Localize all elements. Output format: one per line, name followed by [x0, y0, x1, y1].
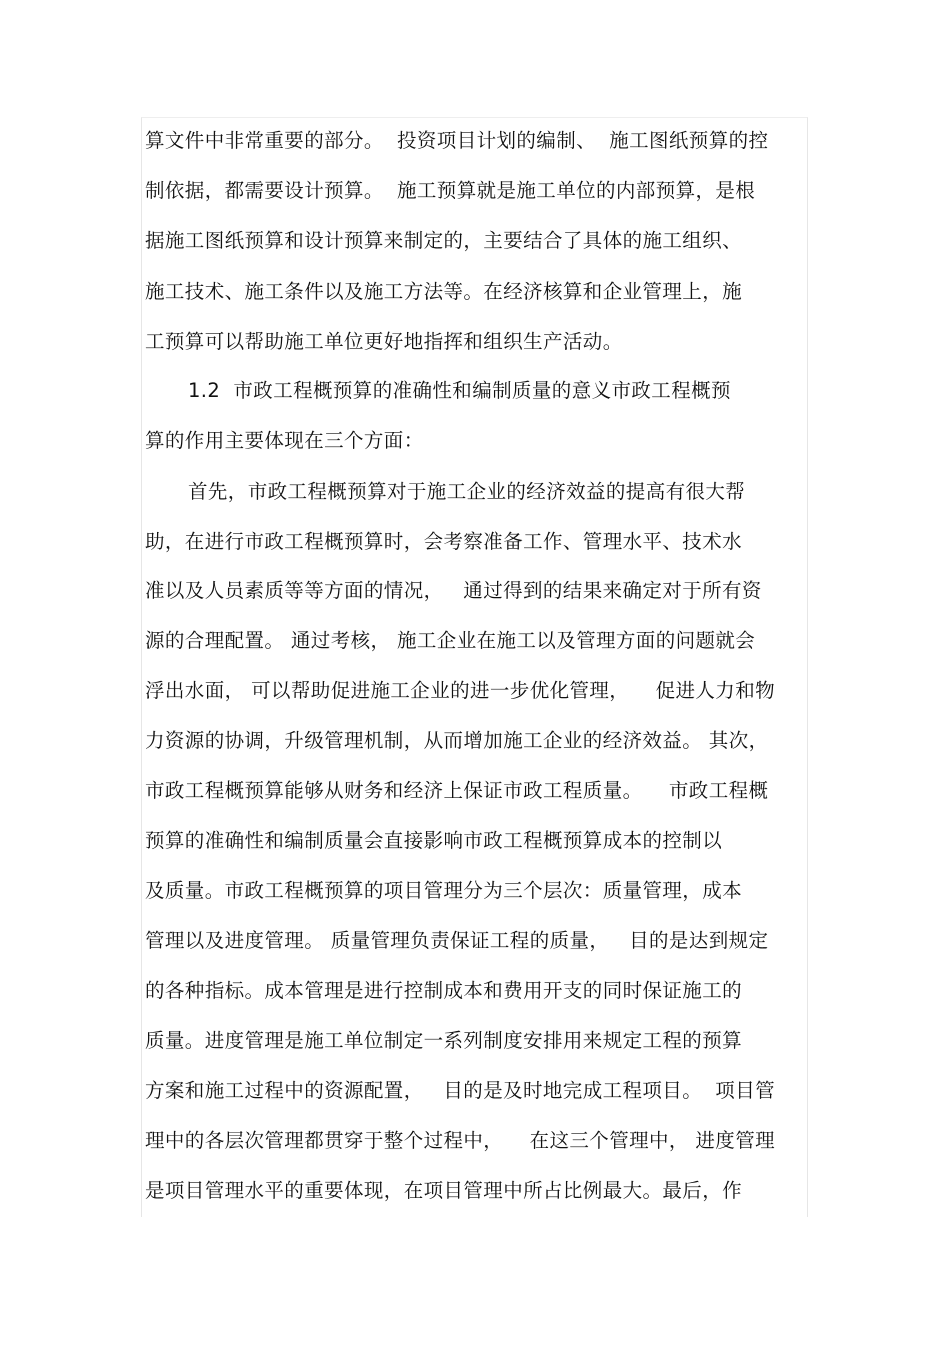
text-line: 施工技术、施工条件以及施工方法等。在经济核算和企业管理上，施: [145, 280, 743, 303]
text-line: 浮出水面， 可以帮助促进施工企业的进一步优化管理， 促进人力和物: [145, 679, 775, 702]
text-line: 工预算可以帮助施工单位更好地指挥和组织生产活动。: [145, 330, 623, 353]
text-line: 首先，市政工程概预算对于施工企业的经济效益的提高有很大帮: [188, 480, 746, 503]
text-line: 的各种指标。成本管理是进行控制成本和费用开支的同时保证施工的: [145, 979, 743, 1002]
text-line: 力资源的协调，升级管理机制，从而增加施工企业的经济效益。 其次，: [145, 729, 769, 752]
text-line: 是项目管理水平的重要体现，在项目管理中所占比例最大。最后，作: [145, 1179, 743, 1202]
text-line: 制依据，都需要设计预算。 施工预算就是施工单位的内部预算，是根: [145, 179, 756, 202]
text-line: 算的作用主要体现在三个方面：: [145, 429, 424, 452]
text-line: 市政工程概预算能够从财务和经济上保证市政工程质量。 市政工程概: [145, 779, 769, 802]
text-line: 据施工图纸预算和设计预算来制定的，主要结合了具体的施工组织、: [145, 229, 743, 252]
text-line: 准以及人员素质等等方面的情况， 通过得到的结果来确定对于所有资: [145, 579, 762, 602]
text-line: 质量。进度管理是施工单位制定一系列制度安排用来规定工程的预算: [145, 1029, 743, 1052]
text-line: 管理以及进度管理。 质量管理负责保证工程的质量， 目的是达到规定: [145, 929, 769, 952]
section-heading: 1.2 市政工程概预算的准确性和编制质量的意义市政工程概预: [188, 379, 731, 402]
text-line: 助，在进行市政工程概预算时，会考察准备工作、管理水平、技术水: [145, 530, 743, 553]
text-line: 源的合理配置。 通过考核， 施工企业在施工以及管理方面的问题就会: [145, 629, 756, 652]
text-line: 算文件中非常重要的部分。 投资项目计划的编制、 施工图纸预算的控: [145, 129, 769, 152]
text-line: 理中的各层次管理都贯穿于整个过程中， 在这三个管理中， 进度管理: [145, 1129, 775, 1152]
text-line: 及质量。市政工程概预算的项目管理分为三个层次：质量管理，成本: [145, 879, 743, 902]
text-line: 方案和施工过程中的资源配置， 目的是及时地完成工程项目。 项目管: [145, 1079, 775, 1102]
text-line: 预算的准确性和编制质量会直接影响市政工程概预算成本的控制以: [145, 829, 723, 852]
